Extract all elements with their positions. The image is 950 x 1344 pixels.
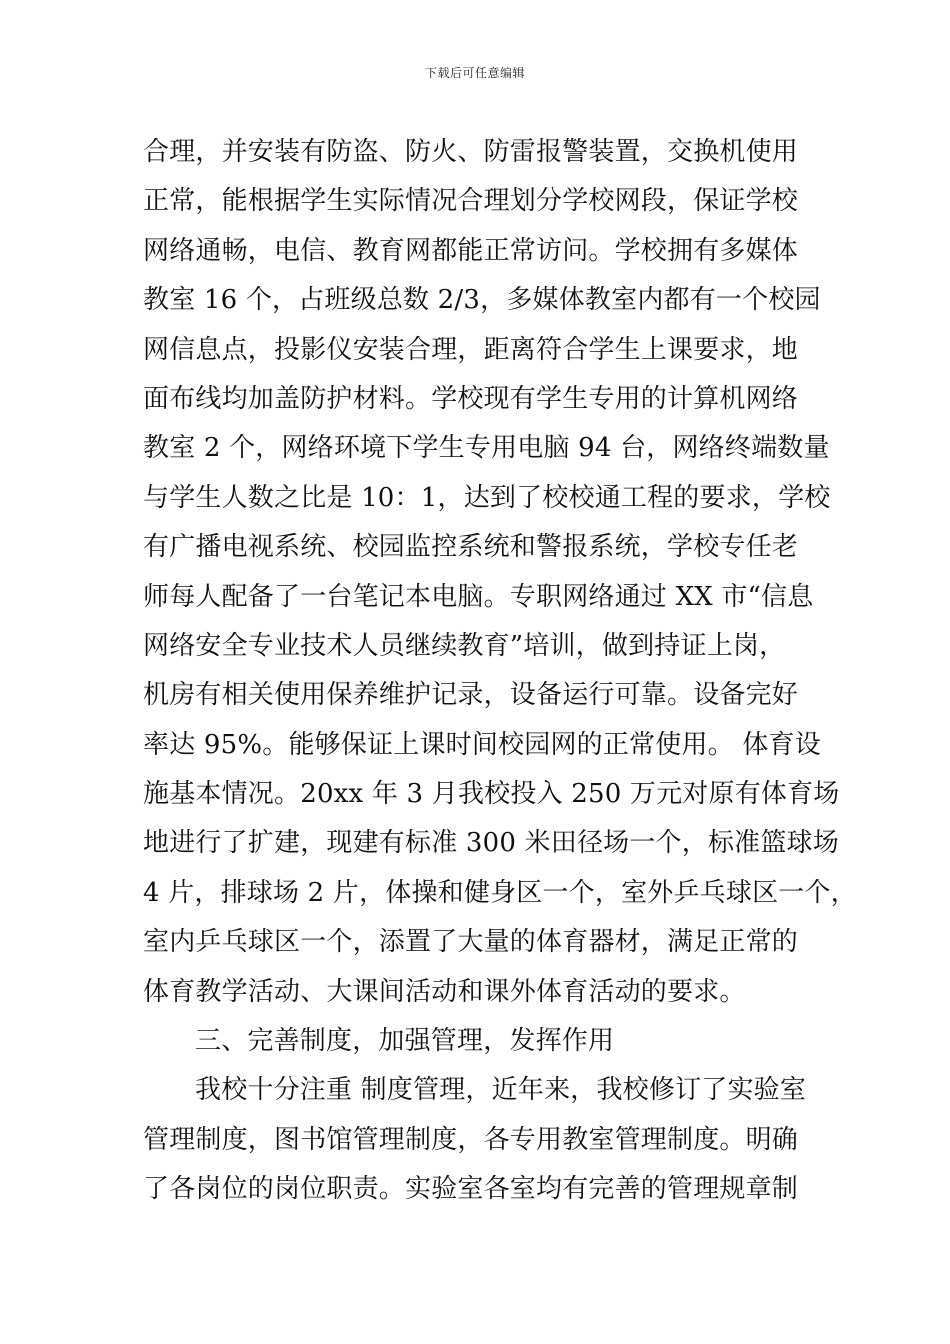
text-line: 体育教学活动、大课间活动和课外体育活动的要求。 xyxy=(143,976,746,1007)
text-line: 网络通畅，电信、教育网都能正常访问。学校拥有多媒体 xyxy=(143,235,799,266)
text-line: 网络安全专业技术人员继续教育”培训，做到持证上岗， xyxy=(143,630,786,661)
text-line: 正常，能根据学生实际情况合理划分学校网段，保证学校 xyxy=(143,186,799,217)
text-line: 网信息点，投影仪安装合理，距离符合学生上课要求，地 xyxy=(143,334,799,365)
text-line: 4 片，排球场 2 片，体操和健身区一个，室外乒乓球区一个， xyxy=(143,877,857,908)
text-line: 率达 95%。能够保证上课时间校园网的正常使用。 体育设 xyxy=(143,729,821,760)
text-line: 教室 2 个，网络环境下学生专用电脑 94 台，网络终端数量 xyxy=(143,433,830,464)
text-line: 室内乒乓球区一个，添置了大量的体育器材，满足正常的 xyxy=(143,927,799,958)
text-line: 有广播电视系统、校园监控系统和警报系统，学校专任老 xyxy=(143,532,799,563)
text-line: 机房有相关使用保养维护记录，设备运行可靠。设备完好 xyxy=(143,680,799,711)
text-line: 我校十分注重 制度管理，近年来，我校修订了实验室 xyxy=(195,1075,807,1106)
text-line: 师每人配备了一台笔记本电脑。专职网络通过 XX 市“信息 xyxy=(143,581,814,612)
text-line: 面布线均加盖防护材料。学校现有学生专用的计算机网络 xyxy=(143,383,799,414)
text-line: 了各岗位的岗位职责。实验室各室均有完善的管理规章制 xyxy=(143,1174,799,1205)
text-line: 与学生人数之比是 10：1，达到了校校通工程的要求，学校 xyxy=(143,482,831,513)
page-header: 下载后可任意编辑 xyxy=(424,66,525,80)
text-line: 管理制度，图书馆管理制度，各专用教室管理制度。明确 xyxy=(143,1124,799,1155)
text-line: 教室 16 个，占班级总数 2/3，多媒体教室内都有一个校园 xyxy=(143,285,821,316)
document-body xyxy=(143,128,857,1215)
section-heading: 三、完善制度，加强管理，发挥作用 xyxy=(195,1026,615,1057)
text-line: 地进行了扩建，现建有标准 300 米田径场一个，标准篮球场 xyxy=(143,828,839,859)
text-line: 施基本情况。20xx 年 3 月我校投入 250 万元对原有体育场 xyxy=(143,779,840,810)
text-line: 合理，并安装有防盗、防火、防雷报警装置，交换机使用 xyxy=(143,137,799,167)
